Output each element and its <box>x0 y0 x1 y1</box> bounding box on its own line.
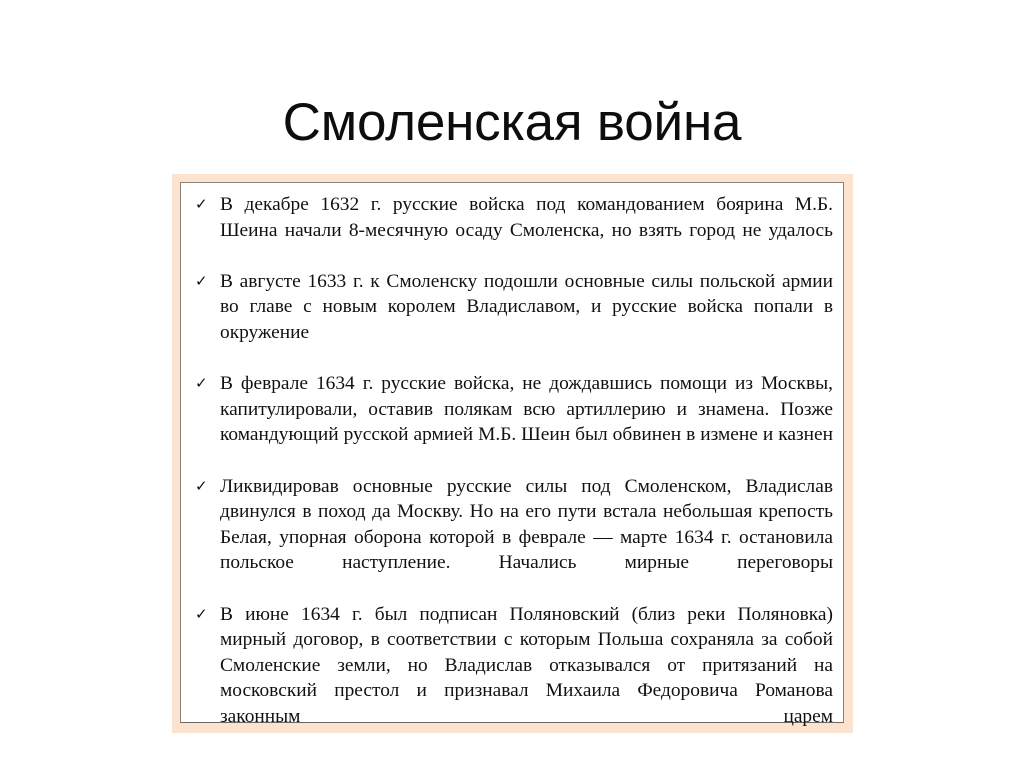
check-icon: ✓ <box>195 476 208 495</box>
list-item-text: Ликвидировав основные русские силы под Смоленском, Владислав двинулся в поход да Москву. Но на его пути встала небольшая крепость Белая, упорная оборона которой в феврале — марте 1634 г. остановила польское наступление. Начались мирные переговоры <box>220 475 833 574</box>
check-icon: ✓ <box>195 195 208 213</box>
check-icon: ✓ <box>195 374 208 393</box>
list-item <box>189 269 833 371</box>
list-item-text: В июне 1634 г. был подписан Поляновский (близ реки Поляновка) мирный договор, в соответствии с которым Польша сохраняла за собой Смоленские земли, но Владислав отказывался от притязаний на московский престол и признавал Михаила Федоровича Романова законным царем <box>220 603 833 727</box>
check-icon: ✓ <box>195 271 208 290</box>
list-item-text: В феврале 1634 г. русские войска, не дождавшись помощи из Москвы, капитулировали, оставив полякам всю артиллерию и знамена. Позже командующий русской армией М.Б. Шеин был обвинен в измене и казнен <box>220 373 833 446</box>
list-item <box>189 192 833 269</box>
check-icon: ✓ <box>195 604 208 623</box>
list-item <box>189 371 833 473</box>
content-panel <box>180 182 844 727</box>
bullet-list <box>189 192 833 755</box>
content-frame <box>172 174 853 733</box>
list-item <box>189 602 833 756</box>
list-item-text: В декабре 1632 г. русские войска под командованием боярина М.Б. Шеина начали 8-месячную осаду Смоленска, но взять город не удалось <box>220 194 833 241</box>
list-item <box>189 474 833 602</box>
list-item-text: В августе 1633 г. к Смоленску подошли основные силы польской армии во главе с новым королем Владиславом, и русские войска попали в окружение <box>220 270 833 343</box>
page-title: Смоленская война <box>282 92 742 152</box>
